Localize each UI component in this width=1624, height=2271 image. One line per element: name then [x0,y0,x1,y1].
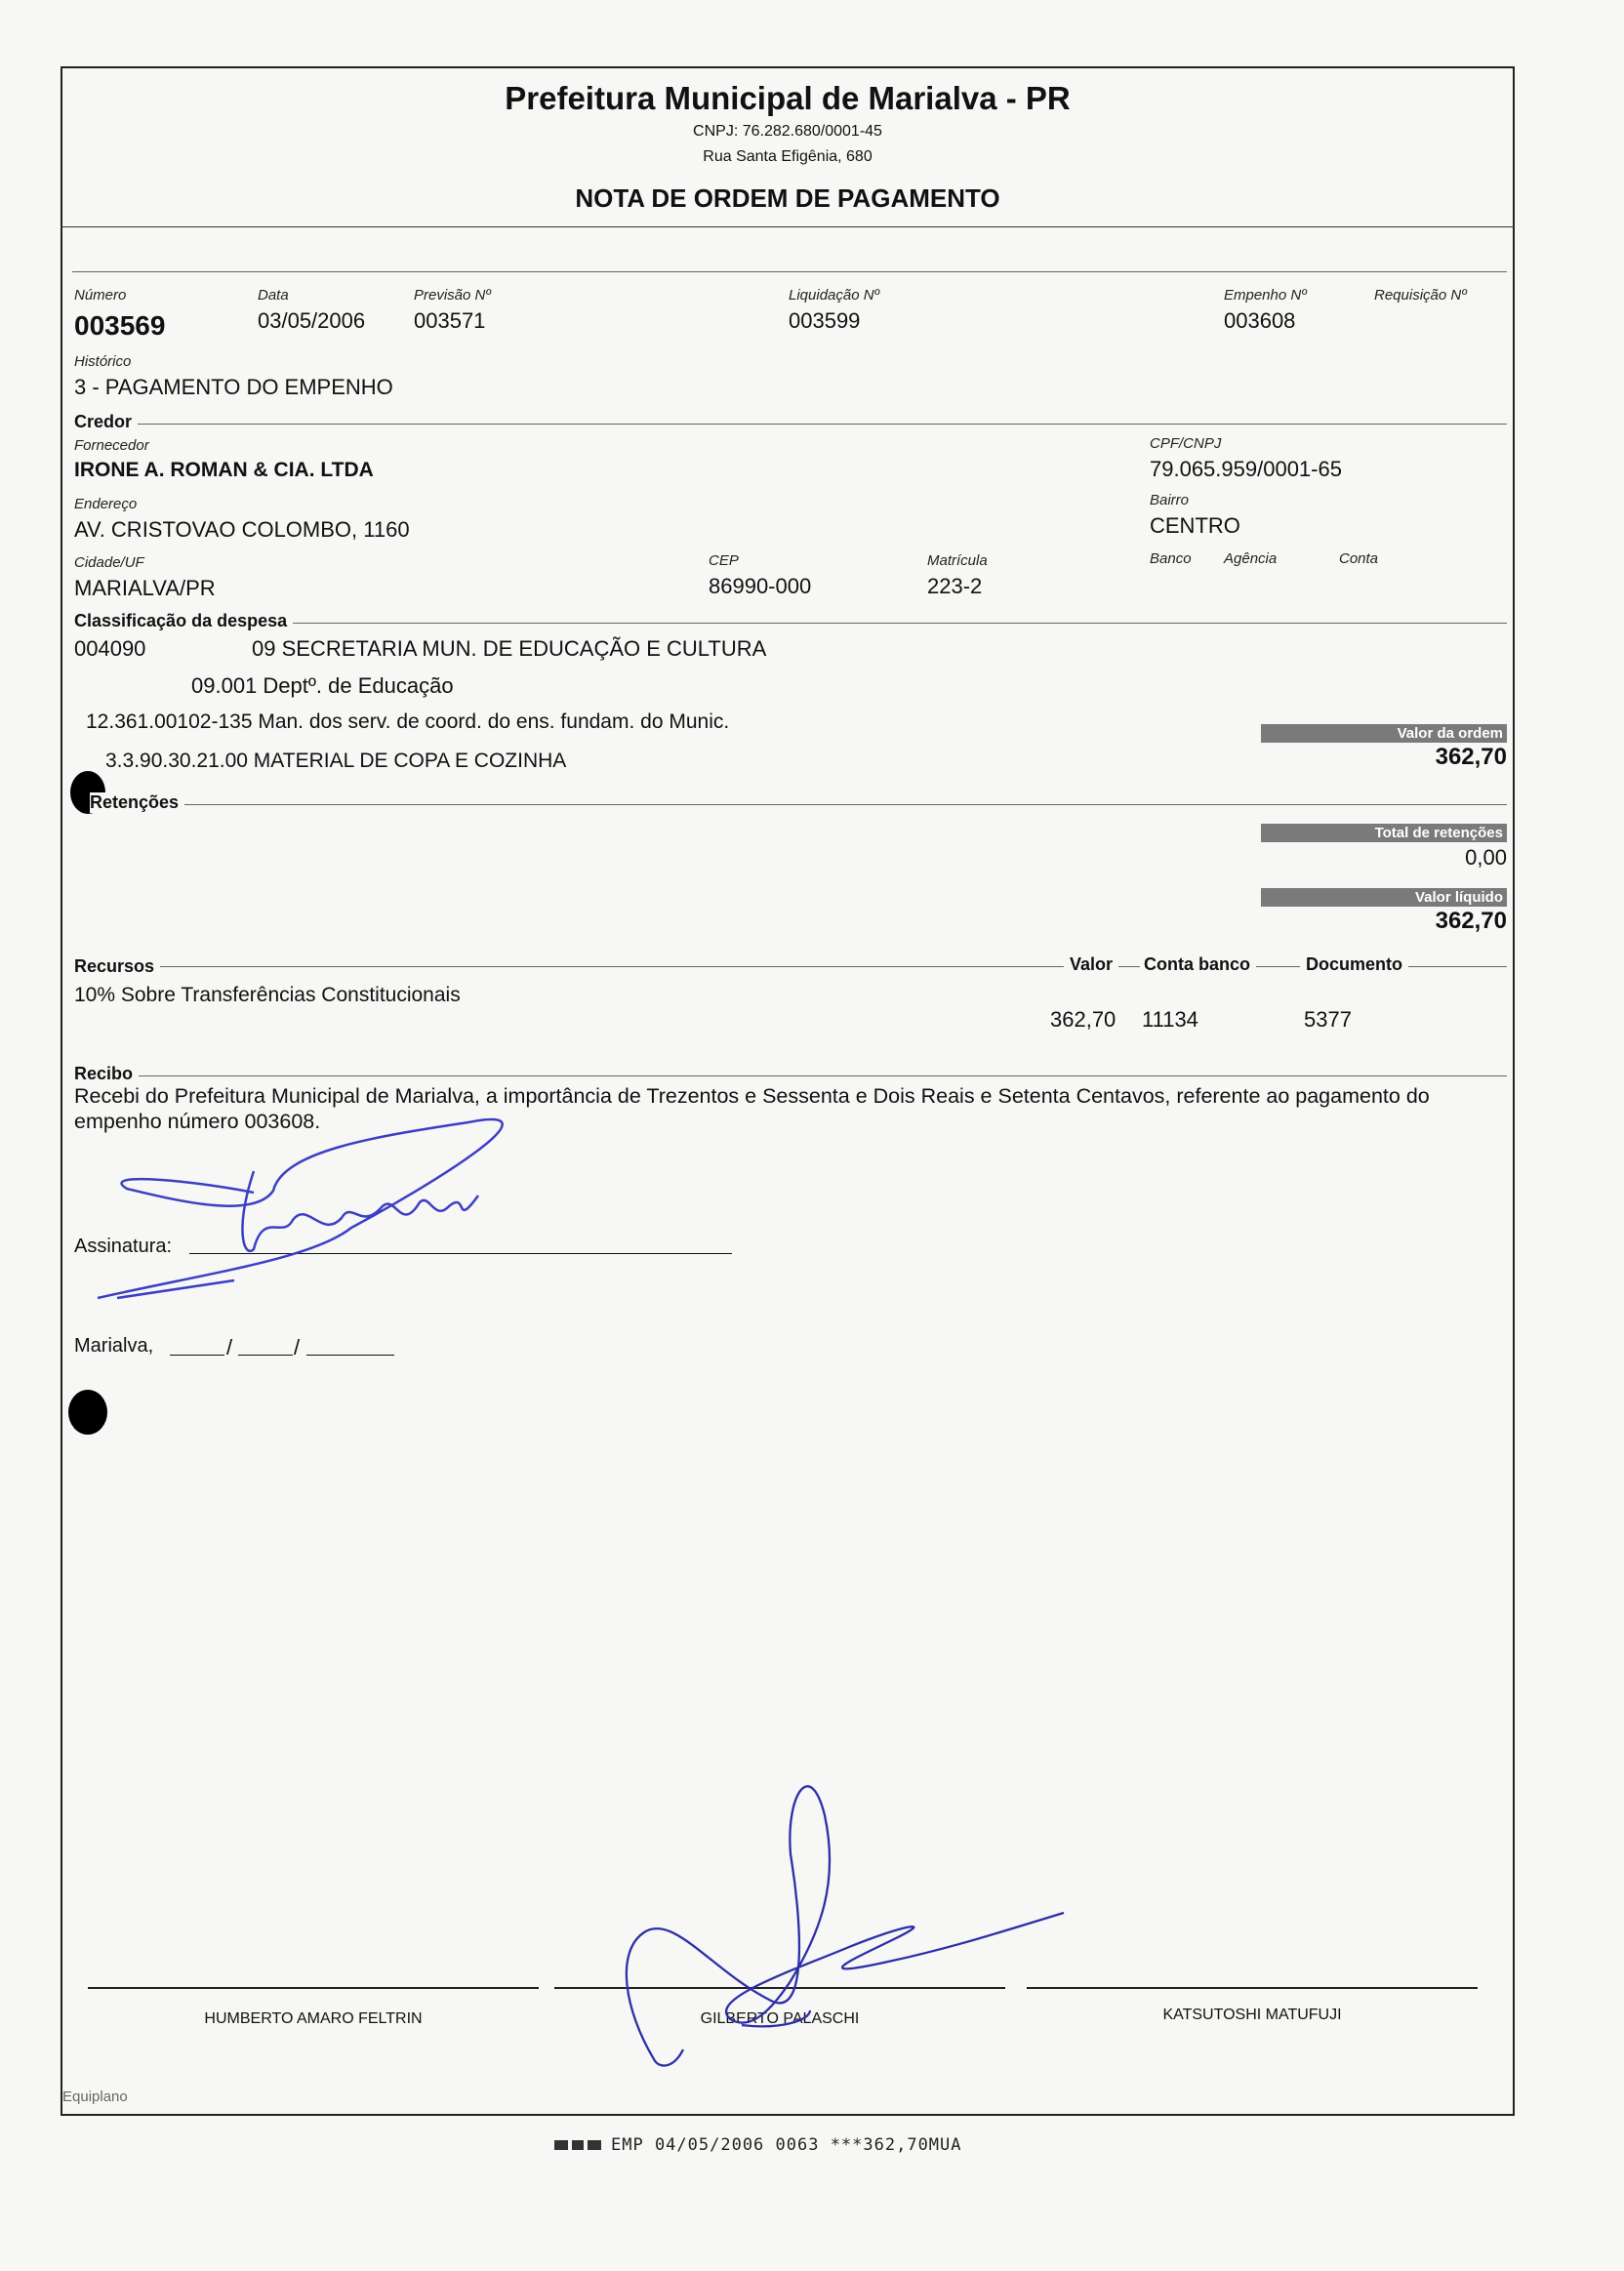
fornecedor-value: IRONE A. ROMAN & CIA. LTDA [74,459,374,481]
matricula-value: 223-2 [927,574,983,598]
liquidacao-value: 003599 [789,308,861,333]
local-label: Marialva, [74,1335,154,1357]
signature-name-3: KATSUTOSHI MATUFUJI [1162,2007,1342,2023]
header-address: Rua Santa Efigênia, 680 [703,148,873,165]
total-retencoes-value: 0,00 [1465,845,1507,870]
recursos-descricao: 10% Sobre Transferências Constitucionais [74,984,461,1006]
date-slash-2: / [294,1335,301,1359]
bairro-value: CENTRO [1150,513,1240,538]
retencoes-section-title: Retenções [90,792,184,813]
numero-value: 003569 [74,310,166,341]
date-slash-1: / [226,1335,233,1359]
conta-banco-column-label: Conta banco [1140,954,1256,975]
agencia-label: Agência [1224,550,1278,567]
recipient-signature [59,1113,566,1308]
recursos-valor: 362,70 [1050,1007,1116,1032]
signature-name-2: GILBERTO PALASCHI [700,2010,860,2027]
date-day-line [170,1355,224,1356]
cidade-label: Cidade/UF [74,554,144,571]
classificacao-line3: 12.361.00102-135 Man. dos serv. de coord. do ens. fundam. do Munic. [86,710,730,733]
classificacao-line4: 3.3.90.30.21.00 MATERIAL DE COPA E COZINHA [105,750,567,772]
classificacao-section-title: Classificação da despesa [74,611,293,631]
header-cnpj: CNPJ: 76.282.680/0001-45 [693,123,882,140]
valor-ordem-label: Valor da ordem [1261,724,1507,743]
recibo-divider [74,1075,1507,1076]
matricula-label: Matrícula [927,552,988,569]
cep-value: 86990-000 [709,574,812,598]
footer-brand: Equiplano [62,2089,128,2105]
numero-label: Número [74,287,127,304]
retencoes-divider [107,804,1507,805]
historico-label: Histórico [74,353,132,370]
signature-line-3 [1027,1987,1478,1989]
cidade-value: MARIALVA/PR [74,576,216,600]
footer-stamp: EMP 04/05/2006 0063 ***362,70MUA [611,2135,962,2155]
valor-column-label: Valor [1064,954,1118,975]
page-title: Prefeitura Municipal de Marialva - PR [505,80,1071,116]
document-title: NOTA DE ORDEM DE PAGAMENTO [575,183,1000,213]
info-divider [72,271,1507,272]
previsao-label: Previsão Nº [414,287,491,304]
signature-name-1: HUMBERTO AMARO FELTRIN [204,2010,423,2027]
classificacao-line2: 09.001 Deptº. de Educação [191,673,454,698]
banco-label: Banco [1150,550,1192,567]
classificacao-line1: 09 SECRETARIA MUN. DE EDUCAÇÃO E CULTURA [252,636,767,661]
valor-liquido-label: Valor líquido [1261,888,1507,907]
empenho-label: Empenho Nº [1224,287,1307,304]
recursos-conta: 11134 [1142,1007,1198,1032]
historico-value: 3 - PAGAMENTO DO EMPENHO [74,375,393,399]
valor-ordem-value: 362,70 [1435,744,1507,770]
stamp-logo [554,2137,603,2153]
documento-column-label: Documento [1300,954,1408,975]
recursos-divider [74,966,1507,967]
classificacao-code: 004090 [74,636,146,661]
requisicao-label: Requisição Nº [1374,287,1467,304]
date-month-line [238,1355,293,1356]
liquidacao-label: Liquidação Nº [789,287,880,304]
punch-hole [68,1390,107,1435]
recibo-text: Recebi do Prefeitura Municipal de Marialva, a importância de Trezentos e Sessenta e Dois Reais e Setenta Centavos, referente ao pagamento do empenho número 003608. [74,1084,1430,1133]
endereco-label: Endereço [74,496,138,512]
recibo-section-title: Recibo [74,1064,139,1084]
recursos-section-title: Recursos [74,956,160,977]
credor-section-title: Credor [74,412,138,432]
conta-label: Conta [1339,550,1379,567]
assinatura-label: Assinatura: [74,1236,173,1257]
fornecedor-label: Fornecedor [74,437,149,454]
date-year-line [306,1355,394,1356]
bairro-label: Bairro [1150,492,1190,508]
endereco-value: AV. CRISTOVAO COLOMBO, 1160 [74,517,410,542]
cep-label: CEP [709,552,739,569]
empenho-value: 003608 [1224,308,1296,333]
cpf-label: CPF/CNPJ [1150,435,1222,452]
recursos-documento: 5377 [1304,1007,1352,1032]
data-label: Data [258,287,289,304]
credor-divider [74,424,1507,425]
valor-liquido-value: 362,70 [1435,908,1507,934]
official-signature [566,1737,1074,2079]
cpf-value: 79.065.959/0001-65 [1150,457,1342,481]
signature-line-1 [88,1987,539,1989]
header-divider [61,226,1515,227]
total-retencoes-label: Total de retenções [1261,824,1507,842]
previsao-value: 003571 [414,308,486,333]
data-value: 03/05/2006 [258,308,366,333]
